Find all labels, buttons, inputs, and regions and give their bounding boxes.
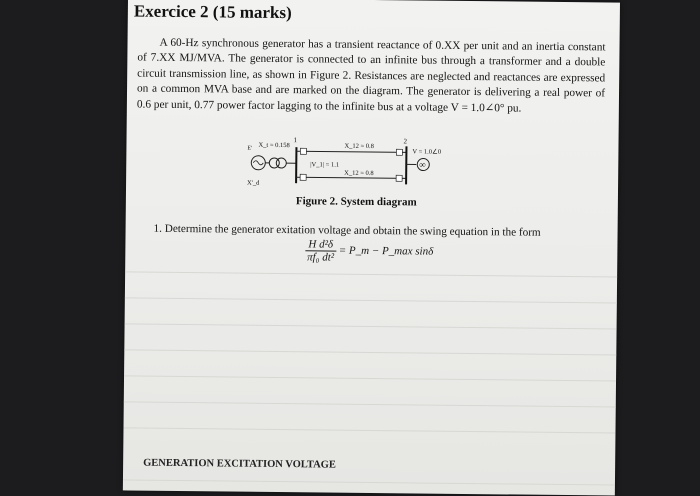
worksheet-page xyxy=(123,0,620,496)
answer-label: GENERATION EXCITATION VOLTAGE xyxy=(143,458,336,471)
equation-numerator: H d²δ xyxy=(305,238,336,251)
swing-equation xyxy=(305,238,433,264)
x12-bottom-label: X_12 = 0.8 xyxy=(344,170,374,177)
figure-caption: Figure 2. System diagram xyxy=(296,195,417,208)
v1-label: |V_1| = 1.1 xyxy=(310,161,339,168)
xd-label: X'_d xyxy=(247,180,260,187)
problem-statement: A 60-Hz synchronous generator has a transient reactance of 0.XX per unit and an inertia constant of 7.XX MJ/MVA. The generator is connected to an infinite bus through a transformer and a double circuit transmission line, as shown in Figure 2. Resistances are neglected and reactances are expressed on a common MVA base and are marked on the diagram. The generator is delivering a real power of 0.6 per unit, 0.77 power factor lagging to the infinite bus at a voltage V = 1.0∠0° pu. xyxy=(137,36,606,118)
bus-1-number: 1 xyxy=(293,136,297,144)
v-inf-label: V = 1.0∠0 xyxy=(412,147,441,155)
question-1: 1. Determine the generator exitation voltage and obtain the swing equation in the form xyxy=(154,223,604,240)
x12-top-label: X_12 = 0.8 xyxy=(344,143,374,150)
equation-fraction xyxy=(305,238,336,263)
exercise-title: Exercice 2 (15 marks) xyxy=(134,1,292,23)
bus-2-number: 2 xyxy=(403,137,407,145)
xt-label: X_t = 0.158 xyxy=(258,142,289,149)
equation-rhs: = P_m − P_max sinδ xyxy=(339,245,434,258)
system-diagram xyxy=(244,133,455,197)
infinite-symbol: ∞ xyxy=(419,159,426,169)
e-prime-label: E' xyxy=(247,146,252,152)
equation-denominator: πf₀ dt² xyxy=(305,251,336,263)
